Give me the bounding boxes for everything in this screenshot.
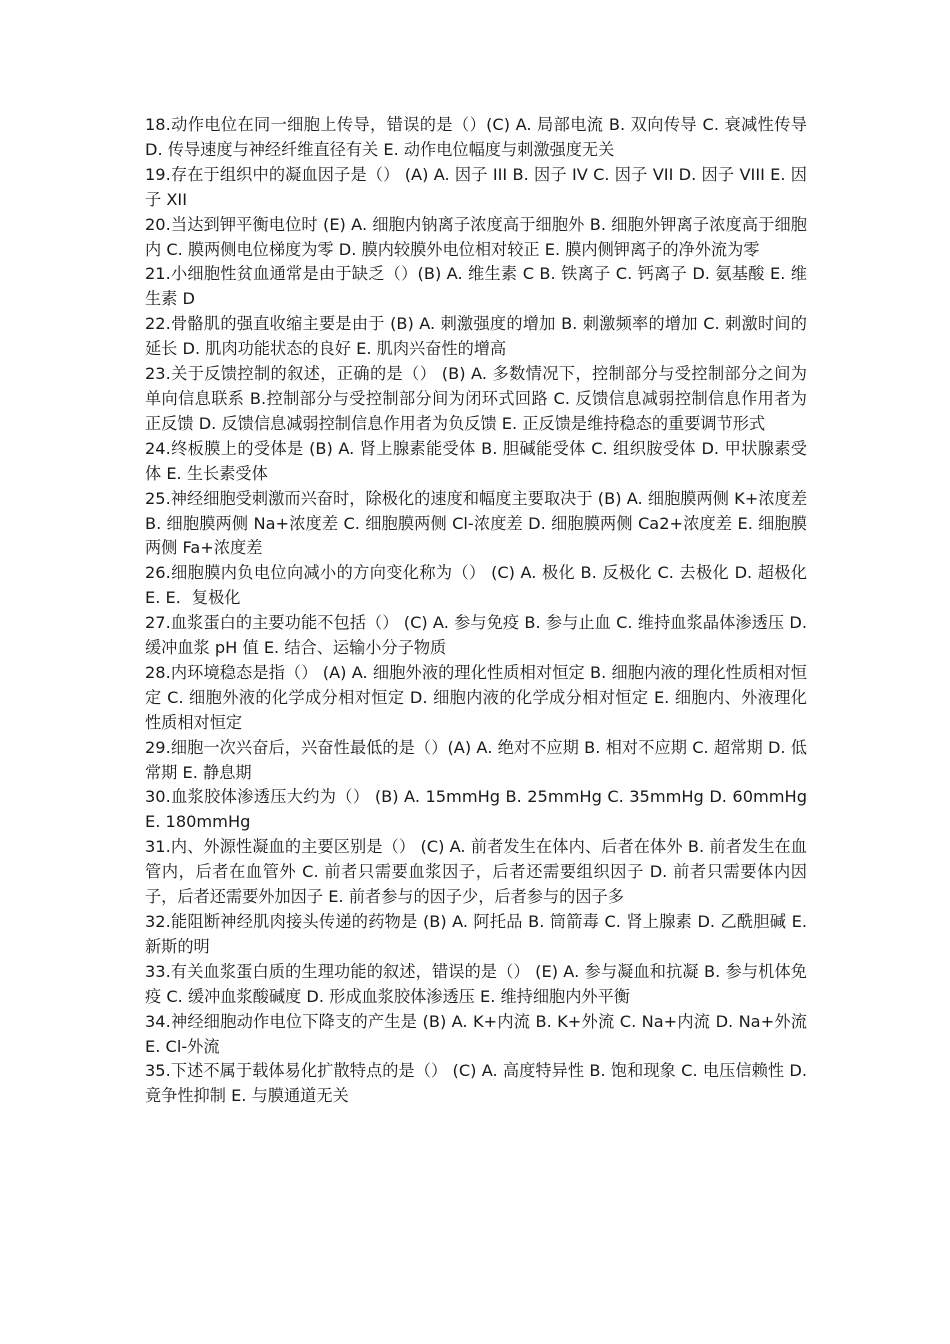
question-20: 20.当达到钾平衡电位时 (E) A. 细胞内钠离子浓度高于细胞外 B. 细胞外钾离子浓度高于细胞内 C. 膜两侧电位梯度为零 D. 膜内较膜外电位相对较正 E. 膜内侧钾离子的净外流为零 <box>145 214 807 259</box>
document-page <box>145 113 807 1109</box>
question-31: 31.内、外源性凝血的主要区别是（） (C) A. 前者发生在体内、后者在体外 B. 前者发生在血管内，后者在血管外 C. 前者只需要血浆因子，后者还需要组织因子 D. 前者只需要体内因子，后者还需要外加因子 E. 前者参与的因子少，后者参与的因子多 <box>145 837 807 907</box>
question-25: 25.神经细胞受刺激而兴奋时，除极化的速度和幅度主要取决于 (B) A. 细胞膜两侧 K+浓度差 B. 细胞膜两侧 Na+浓度差 C. 细胞膜两侧 Cl-浓度差 D. 细胞膜两侧 Ca2+浓度差 E. 细胞膜两侧 Fa+浓度差 <box>145 488 807 558</box>
question-27: 27.血浆蛋白的主要功能不包括（） (C) A. 参与免疫 B. 参与止血 C. 维持血浆晶体渗透压 D. 缓冲血浆 pH 值 E. 结合、运输小分子物质 <box>145 613 807 658</box>
question-23: 23.关于反馈控制的叙述，正确的是（） (B) A. 多数情况下，控制部分与受控制部分之间为单向信息联系 B.控制部分与受控制部分间为闭环式回路 C. 反馈信息减弱控制信息作用者为正反馈 D. 反馈信息减弱控制信息作用者为负反馈 E. 正反馈是维持稳态的重要调节形式 <box>145 364 807 433</box>
question-22: 22.骨骼肌的强直收缩主要是由于 (B) A. 刺激强度的增加 B. 刺激频率的增加 C. 刺激时间的延长 D. 肌肉功能状态的良好 E. 肌肉兴奋性的增高 <box>145 314 807 359</box>
question-30: 30.血浆胶体渗透压大约为（） (B) A. 15mmHg B. 25mmHg C. 35mmHg D. 60mmHg E. 180mmHg <box>145 787 807 832</box>
question-35: 35.下述不属于载体易化扩散特点的是（） (C) A. 高度特异性 B. 饱和现象 C. 电压信赖性 D. 竟争性抑制 E. 与膜通道无关 <box>145 1061 807 1106</box>
question-26: 26.细胞膜内负电位向减小的方向变化称为（） (C) A. 极化 B. 反极化 C. 去极化 D. 超极化 E. E．复极化 <box>145 563 807 608</box>
question-29: 29.细胞一次兴奋后，兴奋性最低的是（）(A) A. 绝对不应期 B. 相对不应期 C. 超常期 D. 低常期 E. 静息期 <box>145 737 807 782</box>
question-19: 19.存在于组织中的凝血因子是（） (A) A. 因子 III B. 因子 IV C. 因子 VII D. 因子 VIII E. 因子 XII <box>145 164 807 209</box>
question-18: 18.动作电位在同一细胞上传导，错误的是（）(C) A. 局部电流 B. 双向传导 C. 衰减性传导 D. 传导速度与神经纤维直径有关 E. 动作电位幅度与刺激强度无关 <box>145 115 807 159</box>
question-28: 28.内环境稳态是指（） (A) A. 细胞外液的理化性质相对恒定 B. 细胞内液的理化性质相对恒定 C. 细胞外液的化学成分相对恒定 D. 细胞内液的化学成分相对恒定 E. 细胞内、外液理化性质相对恒定 <box>145 662 807 732</box>
question-24: 24.终板膜上的受体是 (B) A. 肾上腺素能受体 B. 胆碱能受体 C. 组织胺受体 D. 甲状腺素受体 E. 生长素受体 <box>145 438 807 483</box>
question-34: 34.神经细胞动作电位下降支的产生是 (B) A. K+内流 B. K+外流 C. Na+内流 D. Na+外流 E. Cl-外流 <box>145 1011 807 1056</box>
question-21: 21.小细胞性贫血通常是由于缺乏（）(B) A. 维生素 C B. 铁离子 C. 钙离子 D. 氨基酸 E. 维生素 D <box>145 264 807 309</box>
question-33: 33.有关血浆蛋白质的生理功能的叙述，错误的是（） (E) A. 参与凝血和抗凝 B. 参与机体免疫 C. 缓冲血浆酸碱度 D. 形成血浆胶体渗透压 E. 维持细胞内外平衡 <box>145 961 807 1006</box>
question-32: 32.能阻断神经肌肉接头传递的药物是 (B) A. 阿托品 B. 筒箭毒 C. 肾上腺素 D. 乙酰胆碱 E. 新斯的明 <box>145 912 807 956</box>
